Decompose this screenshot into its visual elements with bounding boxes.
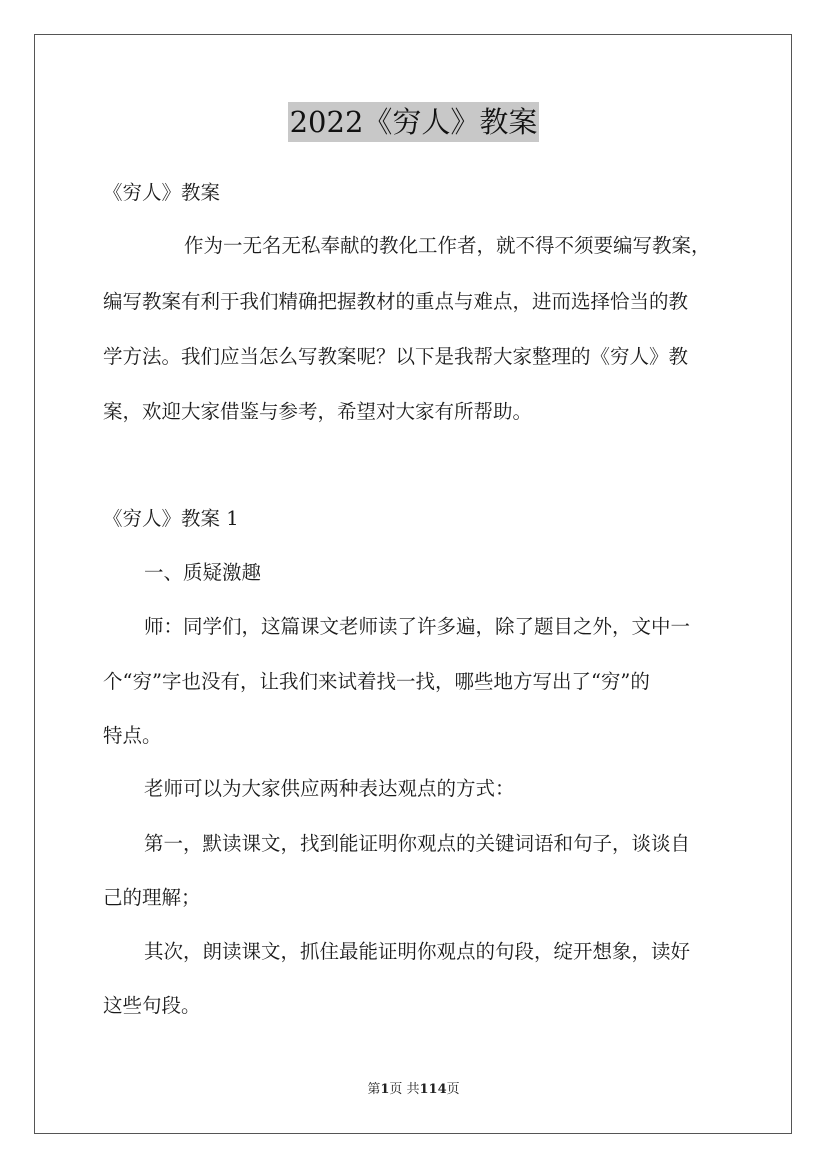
section-heading: 《穷人》教案 1 [103,507,239,530]
body-line-6: 己的理解； [103,886,201,909]
body-line-4: 老师可以为大家供应两种表达观点的方式： [144,777,515,800]
body-line-1: 师：同学们，这篇课文老师读了许多遍，除了题目之外，文中一 [144,615,691,638]
body-line-8: 这些句段。 [103,994,201,1017]
body-line-7: 其次，朗读课文，抓住最能证明你观点的句段，绽开想象，读好 [144,940,691,963]
footer-page-number: 1 [380,1082,390,1097]
sub-heading: 一、质疑激趣 [144,561,262,584]
body-line-3: 特点。 [103,724,162,747]
intro-line-1: 作为一无名无私奉献的教化工作者，就不得不须要编写教案， [184,234,711,257]
document-subtitle: 《穷人》教案 [103,181,221,204]
footer-page-prefix: 第 [367,1082,381,1097]
body-line-5: 第一，默读课文，找到能证明你观点的关键词语和句子，谈谈自 [144,832,691,855]
title-container [0,102,827,142]
footer-total-pages: 114 [419,1082,447,1097]
page-footer [0,1082,827,1098]
footer-page-mid: 页 共 [389,1082,420,1097]
document-title: 2022《穷人》教案 [288,102,540,142]
intro-line-3: 学方法。我们应当怎么写教案呢？以下是我帮大家整理的《穷人》教 [103,345,689,368]
footer-page-suffix: 页 [446,1082,460,1097]
intro-line-4: 案，欢迎大家借鉴与参考，希望对大家有所帮助。 [103,400,533,423]
body-line-2: 个“穷”字也没有，让我们来试着找一找，哪些地方写出了“穷”的 [103,670,650,693]
intro-line-2: 编写教案有利于我们精确把握教材的重点与难点，进而选择恰当的教 [103,290,689,313]
